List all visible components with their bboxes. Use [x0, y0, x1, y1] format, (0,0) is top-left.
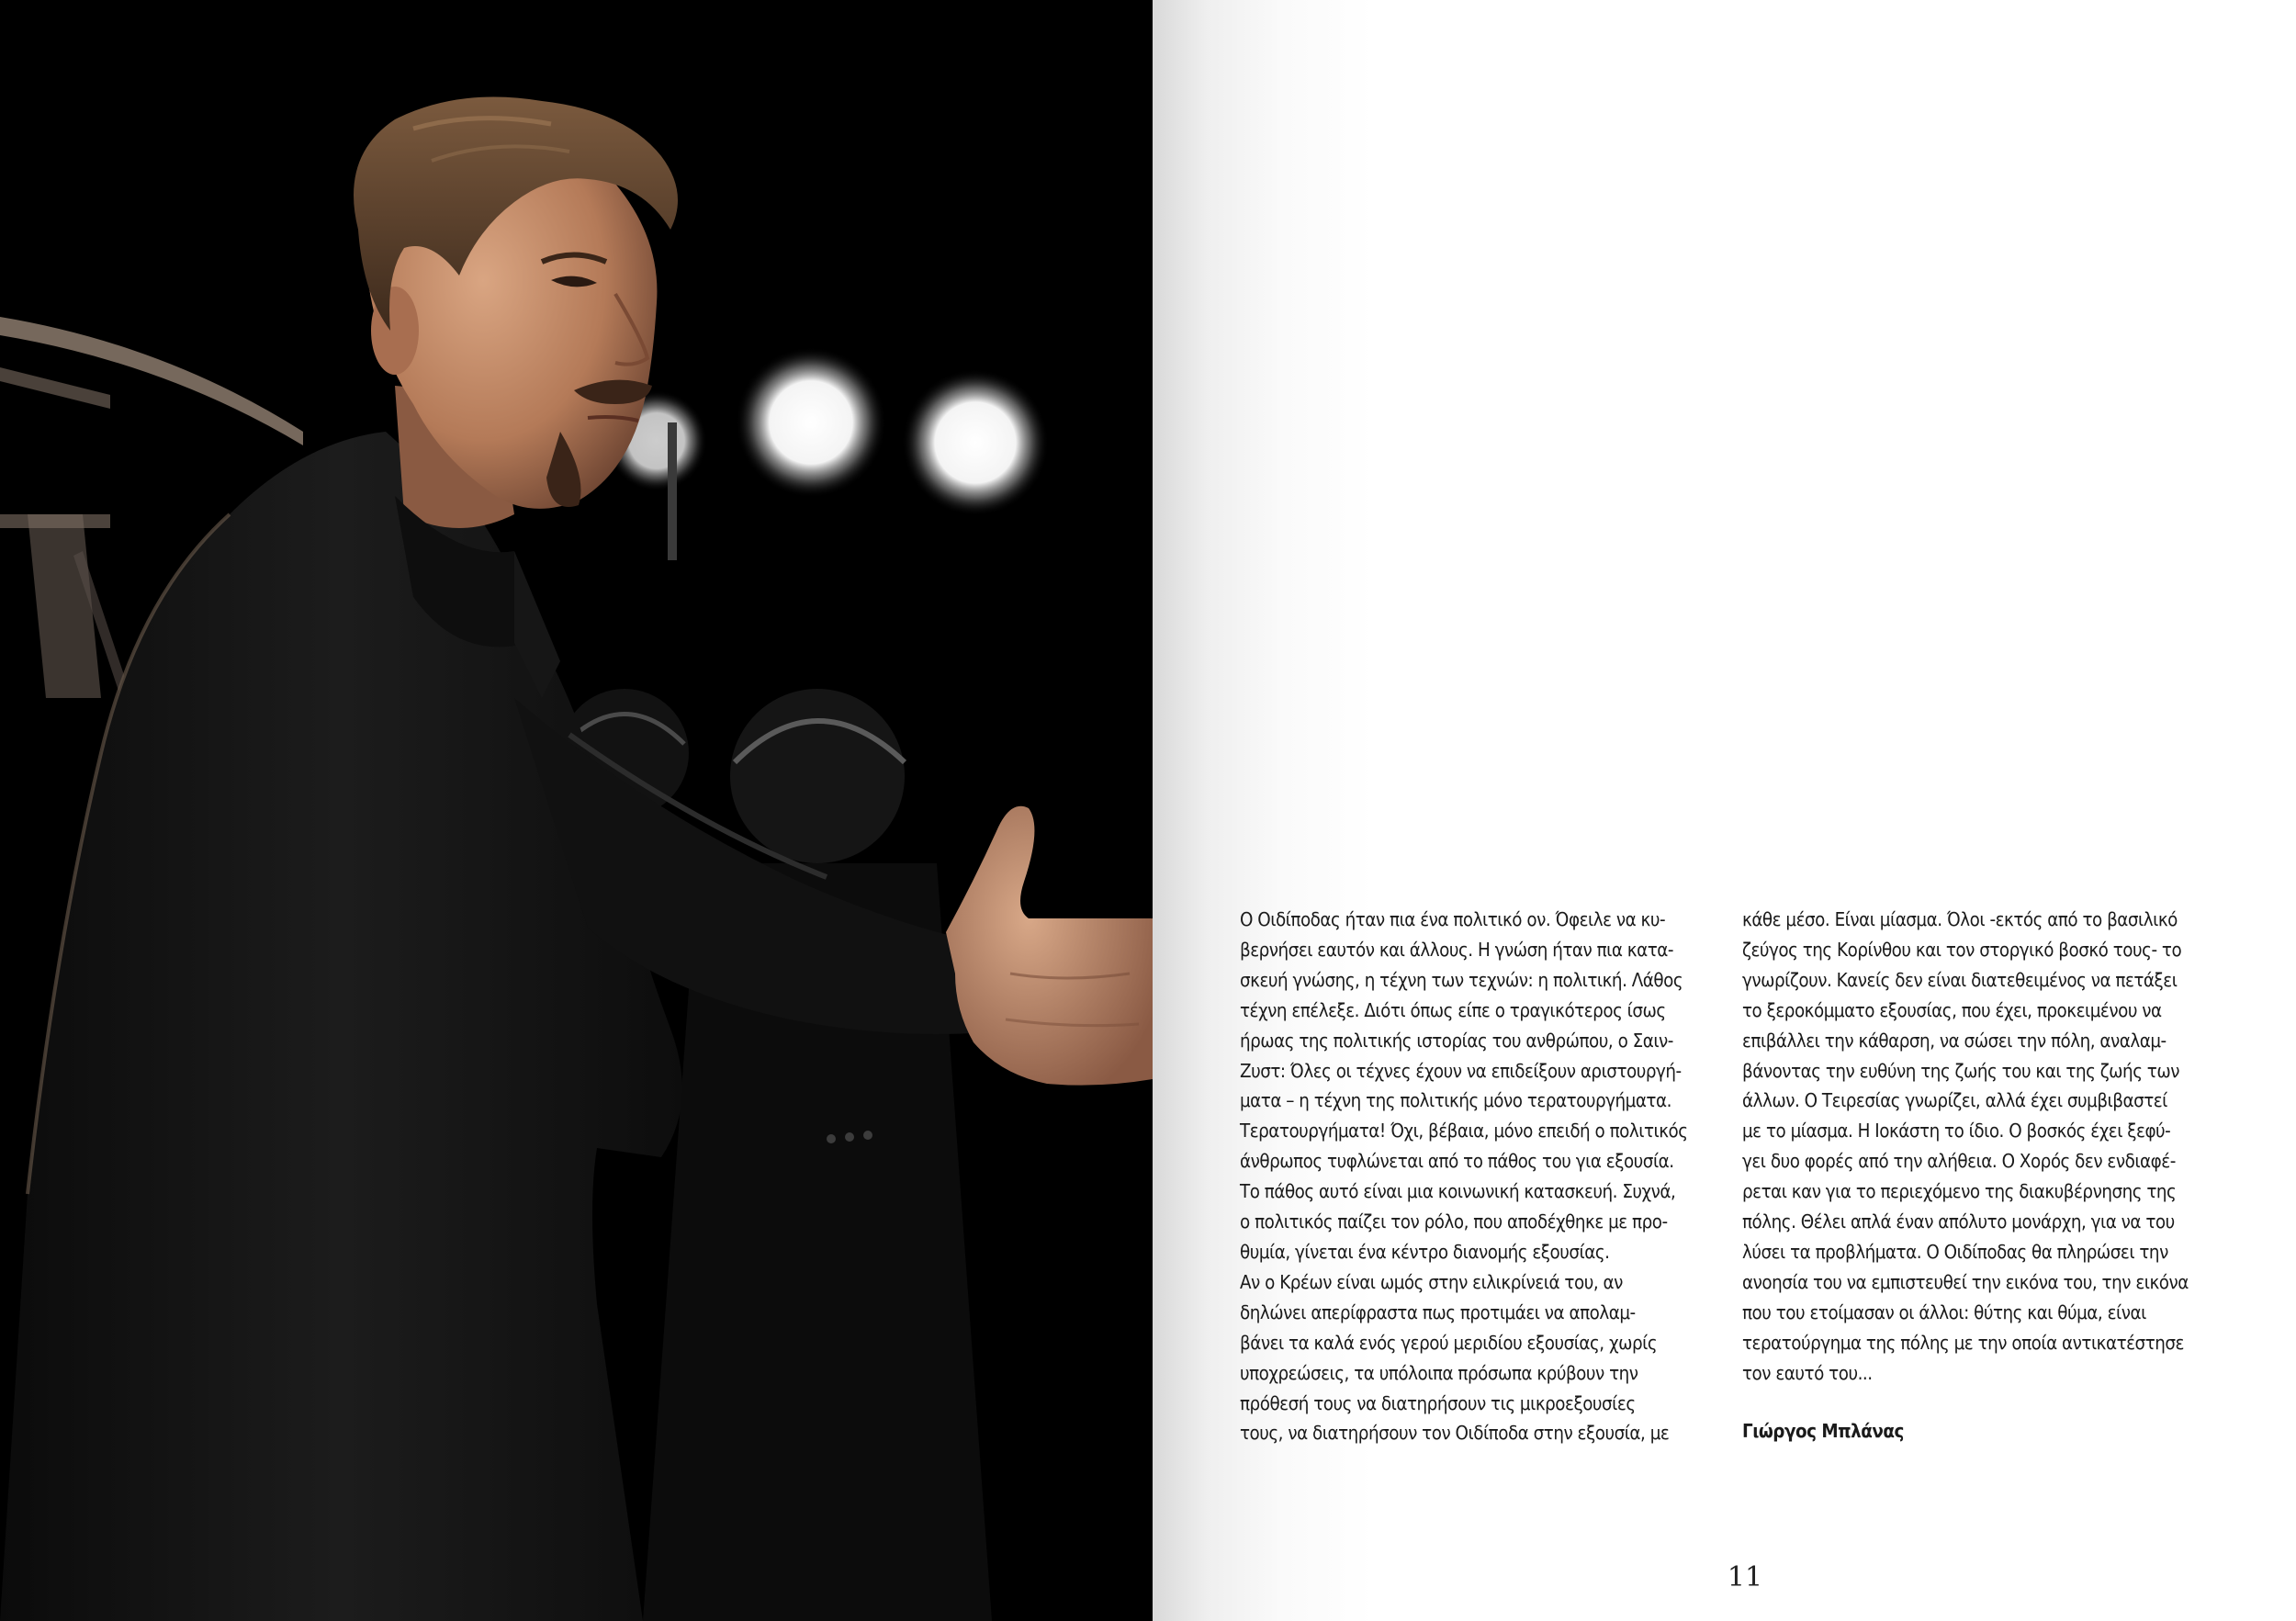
article-column-right	[1742, 905, 2192, 1446]
column-right-line: επιβάλλει την κάθαρση, να σώσει την πόλη, αναλαμ-	[1742, 1029, 2167, 1052]
text-page	[1153, 0, 2296, 1621]
column-right-line: που του ετοίμασαν οι άλλοι: θύτης και θύμα, είναι	[1742, 1300, 2146, 1323]
column-right-line: βάνοντας την ευθύνη της ζωής του και της ζωής των	[1742, 1059, 2179, 1082]
column-right-line: ρεται καν για το περιεχόμενο της διακυβέρνησης της	[1742, 1180, 2177, 1203]
column-left-line: βάνει τα καλά ενός γερού μεριδίου εξουσίας, χωρίς	[1240, 1331, 1658, 1354]
column-left-line: βερνήσει εαυτόν και άλλους. Η γνώση ήταν πια κατα-	[1240, 938, 1674, 961]
column-left-line: Αν ο Κρέων είναι ωμός στην ειλικρίνειά του, αν	[1240, 1270, 1623, 1293]
column-right-line: ζεύγος της Κορίνθου και τον στοργικό βοσκό τους- το	[1742, 938, 2182, 961]
column-right-line: με το μίασμα. Η Ιοκάστη το ίδιο. Ο βοσκός έχει ξεφύ-	[1742, 1120, 2171, 1143]
column-left-line: ο πολιτικός παίζει τον ρόλο, που αποδέχθηκε με προ-	[1240, 1210, 1668, 1233]
column-right-line: άλλων. Ο Τειρεσίας γνωρίζει, αλλά έχει συμβιβαστεί	[1742, 1089, 2167, 1112]
column-right-line: κάθε μέσο. Είναι μίασμα. Όλοι -εκτός από το βασιλικό	[1742, 908, 2178, 930]
column-right-line: λύσει τα προβλήματα. Ο Οιδίποδας θα πληρώσει την	[1742, 1240, 2168, 1263]
column-right-line: τερατούργημα της πόλης με την οποία αντικατέστησε	[1742, 1331, 2184, 1354]
column-right-line: τον εαυτό του...	[1742, 1361, 1873, 1384]
column-left-line: άνθρωπος τυφλώνεται από το πάθος του για εξουσία.	[1240, 1150, 1674, 1173]
column-left-line: υποχρεώσεις, τα υπόλοιπα πρόσωπα κρύβουν την	[1240, 1361, 1638, 1384]
column-right-line: το ξεροκόμματο εξουσίας, που έχει, προκειμένου να	[1742, 998, 2162, 1021]
column-left-line: ήρωας της πολιτικής ιστορίας του ανθρώπου, ο Σαιν-	[1240, 1029, 1673, 1052]
column-left-line: τέχνη επέλεξε. Διότι όπως είπε ο τραγικότερος ίσως	[1240, 998, 1666, 1021]
column-left-line: δηλώνει απερίφραστα πως προτιμάει να απολαμ-	[1240, 1300, 1636, 1323]
column-left-line: Ζυστ: Όλες οι τέχνες έχουν να επιδείξουν αριστουργή-	[1240, 1059, 1682, 1082]
article-column-right-lines	[1742, 905, 2192, 1389]
column-left-line: Το πάθος αυτό είναι μια κοινωνική κατασκευή. Συχνά,	[1240, 1180, 1676, 1203]
column-left-line: θυμία, γίνεται ένα κέντρο διανομής εξουσίας.	[1240, 1240, 1610, 1263]
author-name: Γιώργος Μπλάνας	[1742, 1419, 1904, 1442]
column-right-line: γνωρίζουν. Κανείς δεν είναι διατεθειμένος να πετάξει	[1742, 968, 2178, 991]
column-right-line: πόλης. Θέλει απλά έναν απόλυτο μονάρχη, για να του	[1742, 1210, 2175, 1233]
page-number: 11	[1727, 1561, 1763, 1593]
column-left-line: τους, να διατηρήσουν τον Οιδίποδα στην εξουσία, με	[1240, 1422, 1670, 1445]
column-right-line: ανοησία του να εμπιστευθεί την εικόνα του, την εικόνα	[1742, 1270, 2189, 1293]
column-right-line: γει δυο φορές από την αλήθεια. Ο Χορός δεν ενδιαφέ-	[1742, 1150, 2176, 1173]
column-left-line: ματα – η τέχνη της πολιτικής μόνο τερατουργήματα.	[1240, 1089, 1671, 1112]
article-column-left	[1240, 905, 1690, 1448]
column-left-line: σκευή γνώσης, η τέχνη των τεχνών: η πολιτική. Λάθος	[1240, 968, 1683, 991]
column-left-line: Ο Οιδίποδας ήταν πια ένα πολιτικό ον. Όφειλε να κυ-	[1240, 908, 1666, 930]
column-left-line: πρόθεσή τους να διατηρήσουν τις μικροεξουσίες	[1240, 1391, 1636, 1414]
column-left-line: Τερατουργήματα! Όχι, βέβαια, μόνο επειδή ο πολιτικός	[1240, 1120, 1688, 1143]
